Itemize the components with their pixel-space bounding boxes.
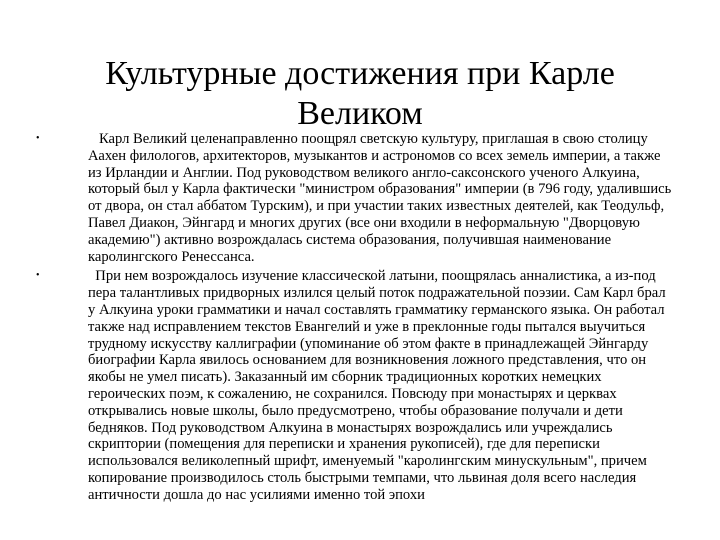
bullet-marker: • [36,133,40,144]
bullet-marker: • [36,270,40,282]
slide-title: Культурные достижения при Карле Великом [105,55,615,132]
bullet-text: Карл Великий целенаправленно поощрял светскую культуру, приглашая в свою столицу Аахен филологов, архитекторов, музыкантов и астрономов со всех земель империи, а также из Ирландии и Англии. Под руководством великого англо-саксонского ученого Алкуина, который был у Карла фактически "министром образования" империи (в 796 году, удалившись от двора, он стал аббатом Турским), и при участии таких известных деятелей, как Теодульф, Павел Диакон, Эйнгард и многих других (все они входили в неформальную "Дворцовую академию") активно возрождалась система образования, получившая наименование каролингского Ренессанса. [88,131,675,265]
bullet-text: При нем возрождалось изучение классической латыни, поощрялась анналистика, а из-под пера талантливых придворных излился целый поток подражательной поэзии. Сам Карл брал у Алкуина уроки грамматики и начал составлять грамматику германского языка. Он работал также над исправлением текстов Евангелий и уже в преклонные годы пытался выучиться трудному искусству каллиграфии (упоминание об этом факте в принадлежащей Эйнгарду биографии Карла явилось основанием для возникновения ложного представления, что он якобы не умел писать). Заказанный им сборник традиционных коротких немецких героических поэм, к сожалению, не сохранился. Повсюду при монастырях и церквах открывались новые школы, было предусмотрено, чтобы образование получали и дети бедняков. Под руководством Алкуина в монастырях возрождались или учреждались скриптории (помещения для переписки и хранения рукописей), где для переписки использовался великолепный шрифт, именуемый "каролингским минускульным", причем копирование производилось столь быстрыми темпами, что львиная доля всего наследия античности дошла до нас усилиями именно той эпохи [88,268,670,503]
bullet-item [36,268,676,503]
bullet-item [36,131,676,265]
slide-content [36,131,676,507]
